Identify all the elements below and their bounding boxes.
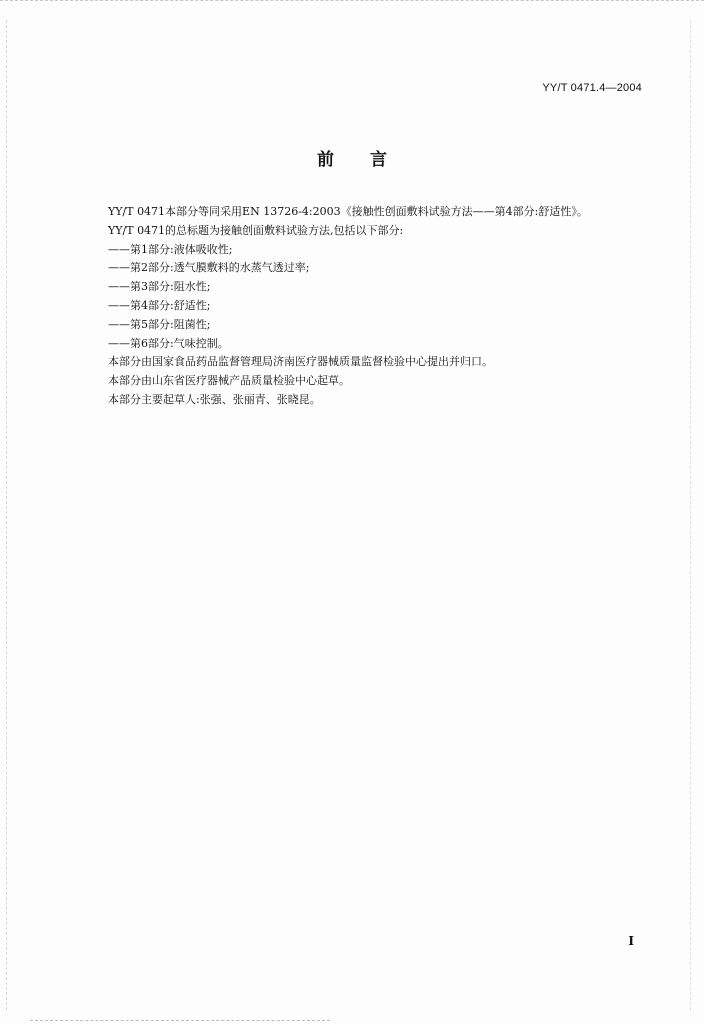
scan-edge-top [0, 0, 704, 2]
paragraph-adoption: YY/T 0471本部分等同采用EN 13726-4:2003《接触性创面敷料试验方法——第4部分:舒适性》。 [108, 205, 588, 218]
standard-number: YY/T 0471.4—2004 [542, 82, 642, 94]
page-number: I [628, 934, 634, 948]
page-title: 前言 [317, 150, 423, 170]
paragraph-main-drafters: 本部分主要起草人:张强、张丽青、张晓昆。 [108, 392, 321, 406]
list-item-part-1: ——第1部分:液体吸收性; [108, 242, 233, 256]
list-item-part-2: ——第2部分:透气膜敷料的水蒸气透过率; [108, 261, 310, 275]
foreword-body [108, 203, 668, 410]
list-item-part-4: ——第4部分:舒适性; [108, 298, 211, 312]
paragraph-drafter: 本部分由山东省医疗器械产品质量检验中心起草。 [108, 374, 350, 388]
paragraph-proposer: 本部分由国家食品药品监督管理局济南医疗器械质量监督检验中心提出并归口。 [108, 355, 493, 369]
paragraph-general-title: YY/T 0471的总标题为接触创面敷料试验方法,包括以下部分: [108, 223, 404, 237]
scan-edge-bottom [30, 1020, 330, 1022]
list-item-part-3: ——第3部分:阻水性; [108, 280, 211, 294]
list-item-part-6: ——第6部分:气味控制。 [108, 336, 229, 350]
list-item-part-5: ——第5部分:阻菌性; [108, 317, 211, 331]
